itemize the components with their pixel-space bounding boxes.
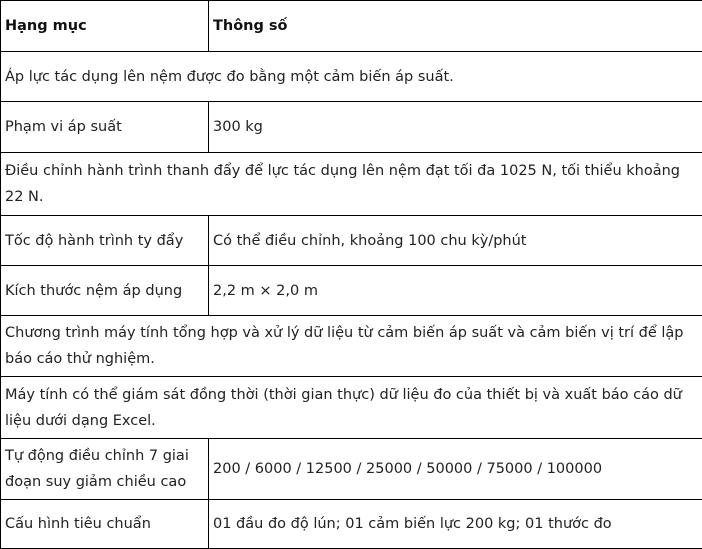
full-row-text: Áp lực tác dụng lên nệm được đo bằng một cảm biến áp suất.	[1, 52, 702, 102]
table-row	[1, 216, 702, 266]
table-header-row	[1, 1, 702, 52]
full-row-text: Điều chỉnh hành trình thanh đẩy để lực tác dụng lên nệm đạt tối đa 1025 N, tối thiểu khoảng 22 N.	[1, 153, 702, 216]
table-row	[1, 153, 702, 216]
spec-cell: Có thể điều chỉnh, khoảng 100 chu kỳ/phút	[209, 216, 702, 266]
table-row	[1, 377, 702, 439]
header-spec: Thông số	[209, 1, 702, 52]
full-row-text: Chương trình máy tính tổng hợp và xử lý dữ liệu từ cảm biến áp suất và cảm biến vị trí để lập báo cáo thử nghiệm.	[1, 316, 702, 377]
table-row	[1, 102, 702, 153]
table-row	[1, 439, 702, 500]
item-cell: Phạm vi áp suất	[1, 102, 209, 153]
item-cell: Kích thước nệm áp dụng	[1, 266, 209, 316]
spec-cell: 200 / 6000 / 12500 / 25000 / 50000 / 75000 / 100000	[209, 439, 702, 500]
table-row	[1, 316, 702, 377]
spec-cell: 01 đầu đo độ lún; 01 cảm biến lực 200 kg; 01 thước đo	[209, 500, 702, 549]
item-cell: Cấu hình tiêu chuẩn	[1, 500, 209, 549]
item-cell: Tự động điều chỉnh 7 giai đoạn suy giảm chiều cao	[1, 439, 209, 500]
table-row	[1, 52, 702, 102]
table-row	[1, 500, 702, 549]
spec-cell: 2,2 m × 2,0 m	[209, 266, 702, 316]
item-cell: Tốc độ hành trình ty đẩy	[1, 216, 209, 266]
table-row	[1, 266, 702, 316]
full-row-text: Máy tính có thể giám sát đồng thời (thời gian thực) dữ liệu đo của thiết bị và xuất báo cáo dữ liệu dưới dạng Excel.	[1, 377, 702, 439]
header-item: Hạng mục	[1, 1, 209, 52]
spec-cell: 300 kg	[209, 102, 702, 153]
